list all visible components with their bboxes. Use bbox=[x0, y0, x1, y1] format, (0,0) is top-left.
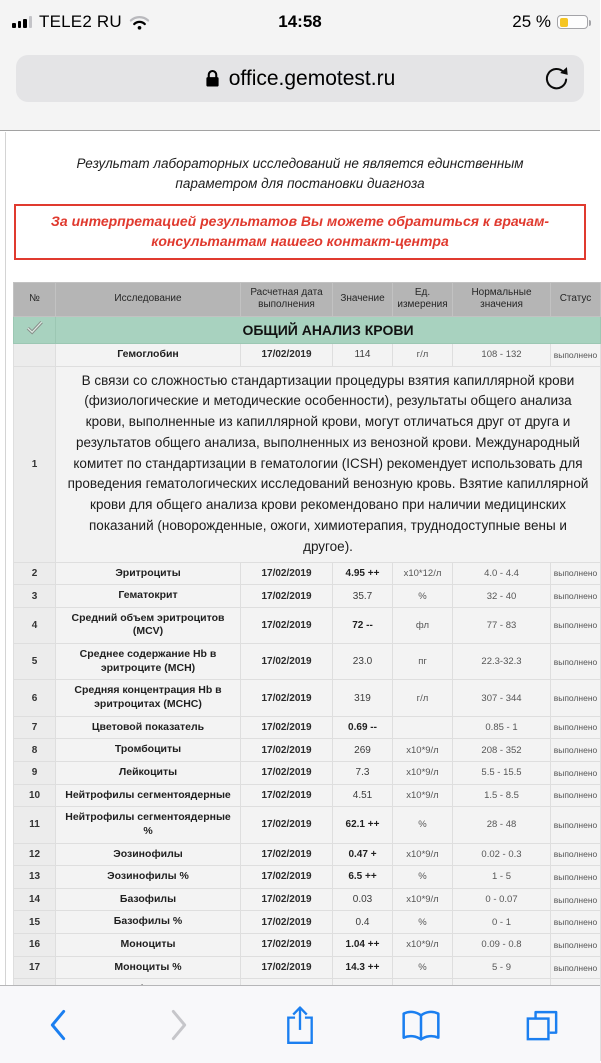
normal-range: 1.5 - 8.5 bbox=[453, 784, 551, 807]
result-date: 17/02/2019 bbox=[241, 739, 333, 762]
test-name: Нейтрофилы сегментоядерные % bbox=[56, 807, 241, 843]
share-button[interactable] bbox=[278, 1003, 322, 1047]
row-number: 16 bbox=[14, 934, 56, 957]
result-date: 17/02/2019 bbox=[241, 716, 333, 739]
table-row bbox=[14, 956, 601, 979]
normal-range: 307 - 344 bbox=[453, 680, 551, 716]
table-row bbox=[14, 888, 601, 911]
result-value: 35.7 bbox=[333, 585, 393, 608]
test-name: Моноциты % bbox=[56, 956, 241, 979]
col-header-range: Нормальные значения bbox=[453, 282, 551, 316]
status: выполнено bbox=[551, 807, 601, 843]
row-number: 9 bbox=[14, 761, 56, 784]
row-number: 2 bbox=[14, 562, 56, 585]
normal-range: 4.0 - 4.4 bbox=[453, 562, 551, 585]
result-date: 17/02/2019 bbox=[241, 807, 333, 843]
table-row bbox=[14, 644, 601, 680]
status: выполнено bbox=[551, 343, 601, 366]
status: выполнено bbox=[551, 866, 601, 889]
unit: х10*9/л bbox=[393, 934, 453, 957]
status: выполнено bbox=[551, 761, 601, 784]
unit: пг bbox=[393, 644, 453, 680]
normal-range: 32 - 40 bbox=[453, 585, 551, 608]
unit: % bbox=[393, 866, 453, 889]
row-number: 11 bbox=[14, 807, 56, 843]
test-name: Средняя концентрация Hb в эритроцитах (MCHC) bbox=[56, 680, 241, 716]
lock-icon bbox=[205, 69, 220, 88]
unit: х10*9/л bbox=[393, 784, 453, 807]
col-header-value: Значение bbox=[333, 282, 393, 316]
browser-chrome bbox=[0, 0, 600, 131]
table-row bbox=[14, 934, 601, 957]
result-date: 17/02/2019 bbox=[241, 784, 333, 807]
status: выполнено bbox=[551, 739, 601, 762]
address-bar[interactable] bbox=[16, 55, 584, 102]
web-page bbox=[0, 132, 600, 985]
forward-button[interactable] bbox=[157, 1003, 201, 1047]
result-value: 7.3 bbox=[333, 761, 393, 784]
test-name: Нейтрофилы сегментоядерные bbox=[56, 784, 241, 807]
normal-range: 108 - 132 bbox=[453, 343, 551, 366]
row-number: 4 bbox=[14, 607, 56, 643]
normal-range: 0.85 - 1 bbox=[453, 716, 551, 739]
result-date: 17/02/2019 bbox=[241, 866, 333, 889]
check-icon bbox=[25, 320, 44, 335]
table-row bbox=[14, 911, 601, 934]
result-date: 17/02/2019 bbox=[241, 911, 333, 934]
result-value: 4.95 ++ bbox=[333, 562, 393, 585]
row-number: 15 bbox=[14, 911, 56, 934]
col-header-test: Исследование bbox=[56, 282, 241, 316]
result-date: 17/02/2019 bbox=[241, 761, 333, 784]
row-number: 17 bbox=[14, 956, 56, 979]
safari-toolbar bbox=[0, 985, 600, 1063]
test-name: Среднее содержание Hb в эритроците (MCH) bbox=[56, 644, 241, 680]
table-row bbox=[14, 585, 601, 608]
section-title: ОБЩИЙ АНАЛИЗ КРОВИ bbox=[56, 316, 601, 343]
carrier-label: TELE2 RU bbox=[39, 12, 122, 31]
status: выполнено bbox=[551, 784, 601, 807]
normal-range: 208 - 352 bbox=[453, 739, 551, 762]
row-number: 5 bbox=[14, 644, 56, 680]
unit: фл bbox=[393, 607, 453, 643]
result-value: 114 bbox=[333, 343, 393, 366]
unit: % bbox=[393, 585, 453, 608]
results-tbody bbox=[14, 343, 601, 1060]
status: выполнено bbox=[551, 956, 601, 979]
table-row bbox=[14, 866, 601, 889]
back-button[interactable] bbox=[36, 1003, 80, 1047]
result-date: 17/02/2019 bbox=[241, 680, 333, 716]
result-value: 0.47 + bbox=[333, 843, 393, 866]
clock: 14:58 bbox=[278, 12, 322, 31]
result-date: 17/02/2019 bbox=[241, 956, 333, 979]
test-name: Цветовой показатель bbox=[56, 716, 241, 739]
status: выполнено bbox=[551, 585, 601, 608]
result-value: 0.69 -- bbox=[333, 716, 393, 739]
unit: % bbox=[393, 807, 453, 843]
result-value: 4.51 bbox=[333, 784, 393, 807]
row-number: 6 bbox=[14, 680, 56, 716]
status: выполнено bbox=[551, 716, 601, 739]
result-date: 17/02/2019 bbox=[241, 888, 333, 911]
col-header-date: Расчетная дата выполнения bbox=[241, 282, 333, 316]
status: выполнено bbox=[551, 888, 601, 911]
section-check-cell bbox=[14, 316, 56, 343]
url-text: office.gemotest.ru bbox=[228, 66, 396, 90]
table-row bbox=[14, 784, 601, 807]
table-row bbox=[14, 343, 601, 366]
table-row bbox=[14, 739, 601, 762]
result-date: 17/02/2019 bbox=[241, 934, 333, 957]
result-date: 17/02/2019 bbox=[241, 843, 333, 866]
result-value: 62.1 ++ bbox=[333, 807, 393, 843]
result-value: 6.5 ++ bbox=[333, 866, 393, 889]
test-name: Тромбоциты bbox=[56, 739, 241, 762]
lab-disclaimer-text: Результат лабораторных исследований не является единственным параметром для постановки диагноза bbox=[76, 156, 524, 191]
result-date: 17/02/2019 bbox=[241, 562, 333, 585]
test-name: Гематокрит bbox=[56, 585, 241, 608]
row-number bbox=[14, 343, 56, 366]
table-row bbox=[14, 607, 601, 643]
row-number: 8 bbox=[14, 739, 56, 762]
test-name: Базофилы % bbox=[56, 911, 241, 934]
table-row bbox=[14, 843, 601, 866]
row-number: 3 bbox=[14, 585, 56, 608]
unit: х10*12/л bbox=[393, 562, 453, 585]
status: выполнено bbox=[551, 607, 601, 643]
result-date: 17/02/2019 bbox=[241, 343, 333, 366]
table-row bbox=[14, 807, 601, 843]
normal-range: 1 - 5 bbox=[453, 866, 551, 889]
test-name: Эритроциты bbox=[56, 562, 241, 585]
results-table bbox=[13, 282, 601, 1061]
row-number: 13 bbox=[14, 866, 56, 889]
bookmarks-button[interactable] bbox=[399, 1003, 443, 1047]
cell-signal-icon bbox=[12, 16, 32, 28]
result-date: 17/02/2019 bbox=[241, 644, 333, 680]
unit: г/л bbox=[393, 343, 453, 366]
result-value: 14.3 ++ bbox=[333, 956, 393, 979]
test-name: Гемоглобин bbox=[56, 343, 241, 366]
wifi-icon bbox=[129, 14, 150, 30]
section-row bbox=[14, 316, 601, 343]
normal-range: 22.3-32.3 bbox=[453, 644, 551, 680]
test-name: Эозинофилы bbox=[56, 843, 241, 866]
unit: х10*9/л bbox=[393, 739, 453, 762]
result-date: 17/02/2019 bbox=[241, 585, 333, 608]
row-number: 7 bbox=[14, 716, 56, 739]
unit bbox=[393, 716, 453, 739]
unit: % bbox=[393, 956, 453, 979]
table-row bbox=[14, 366, 601, 562]
test-name: Базофилы bbox=[56, 888, 241, 911]
row-number: 12 bbox=[14, 843, 56, 866]
col-header-status: Статус bbox=[551, 282, 601, 316]
unit: х10*9/л bbox=[393, 843, 453, 866]
result-date: 17/02/2019 bbox=[241, 607, 333, 643]
normal-range: 0 - 1 bbox=[453, 911, 551, 934]
test-name: Моноциты bbox=[56, 934, 241, 957]
status: выполнено bbox=[551, 644, 601, 680]
status: выполнено bbox=[551, 843, 601, 866]
test-name: Эозинофилы % bbox=[56, 866, 241, 889]
result-value: 23.0 bbox=[333, 644, 393, 680]
table-row bbox=[14, 562, 601, 585]
status: выполнено bbox=[551, 562, 601, 585]
result-value: 319 bbox=[333, 680, 393, 716]
note-cell: В связи со сложностью стандартизации процедуры взятия капиллярной крови (физиологические и методические особенности), результаты общего анализа крови, выполненные из капиллярной крови, могут отличаться друг от друга и результатов общего анализа, выполненных из венозной крови. Международный комитет по стандартизации в гематологии (ICSH) рекомендует использовать для проведения гематологических исследований венозную кровь. Взятие капиллярной крови для общего анализа крови рекомендовано при наличии медицинских показаний (новорожденные, ожоги, химиотерапия, труднодоступные вены и другое). bbox=[56, 366, 601, 562]
result-value: 269 bbox=[333, 739, 393, 762]
unit: г/л bbox=[393, 680, 453, 716]
row-number: 10 bbox=[14, 784, 56, 807]
status: выполнено bbox=[551, 680, 601, 716]
result-value: 0.03 bbox=[333, 888, 393, 911]
table-row bbox=[14, 761, 601, 784]
status-bar bbox=[0, 0, 600, 44]
contact-center-notice: За интерпретацией результатов Вы можете обратиться к врачам-консультантам нашего контакт-центра bbox=[14, 204, 586, 260]
tabs-button[interactable] bbox=[520, 1003, 564, 1047]
normal-range: 0.09 - 0.8 bbox=[453, 934, 551, 957]
row-number: 14 bbox=[14, 888, 56, 911]
result-value: 72 -- bbox=[333, 607, 393, 643]
test-name: Средний объем эритроцитов (MCV) bbox=[56, 607, 241, 643]
reload-icon[interactable] bbox=[543, 65, 570, 92]
battery-icon bbox=[557, 15, 588, 29]
test-name: Лейкоциты bbox=[56, 761, 241, 784]
status: выполнено bbox=[551, 911, 601, 934]
normal-range: 28 - 48 bbox=[453, 807, 551, 843]
normal-range: 0.02 - 0.3 bbox=[453, 843, 551, 866]
result-value: 1.04 ++ bbox=[333, 934, 393, 957]
col-header-unit: Ед. измерения bbox=[393, 282, 453, 316]
page-left-border bbox=[5, 132, 6, 985]
unit: х10*9/л bbox=[393, 888, 453, 911]
table-row bbox=[14, 716, 601, 739]
url-row bbox=[0, 44, 600, 131]
battery-percent-label: 25 % bbox=[512, 12, 551, 31]
unit: х10*9/л bbox=[393, 761, 453, 784]
table-header-row bbox=[14, 282, 601, 316]
row-number: 1 bbox=[14, 366, 56, 562]
status: выполнено bbox=[551, 934, 601, 957]
unit: % bbox=[393, 911, 453, 934]
col-header-num: № bbox=[14, 282, 56, 316]
normal-range: 5 - 9 bbox=[453, 956, 551, 979]
normal-range: 5.5 - 15.5 bbox=[453, 761, 551, 784]
normal-range: 0 - 0.07 bbox=[453, 888, 551, 911]
table-row bbox=[14, 680, 601, 716]
normal-range: 77 - 83 bbox=[453, 607, 551, 643]
result-value: 0.4 bbox=[333, 911, 393, 934]
